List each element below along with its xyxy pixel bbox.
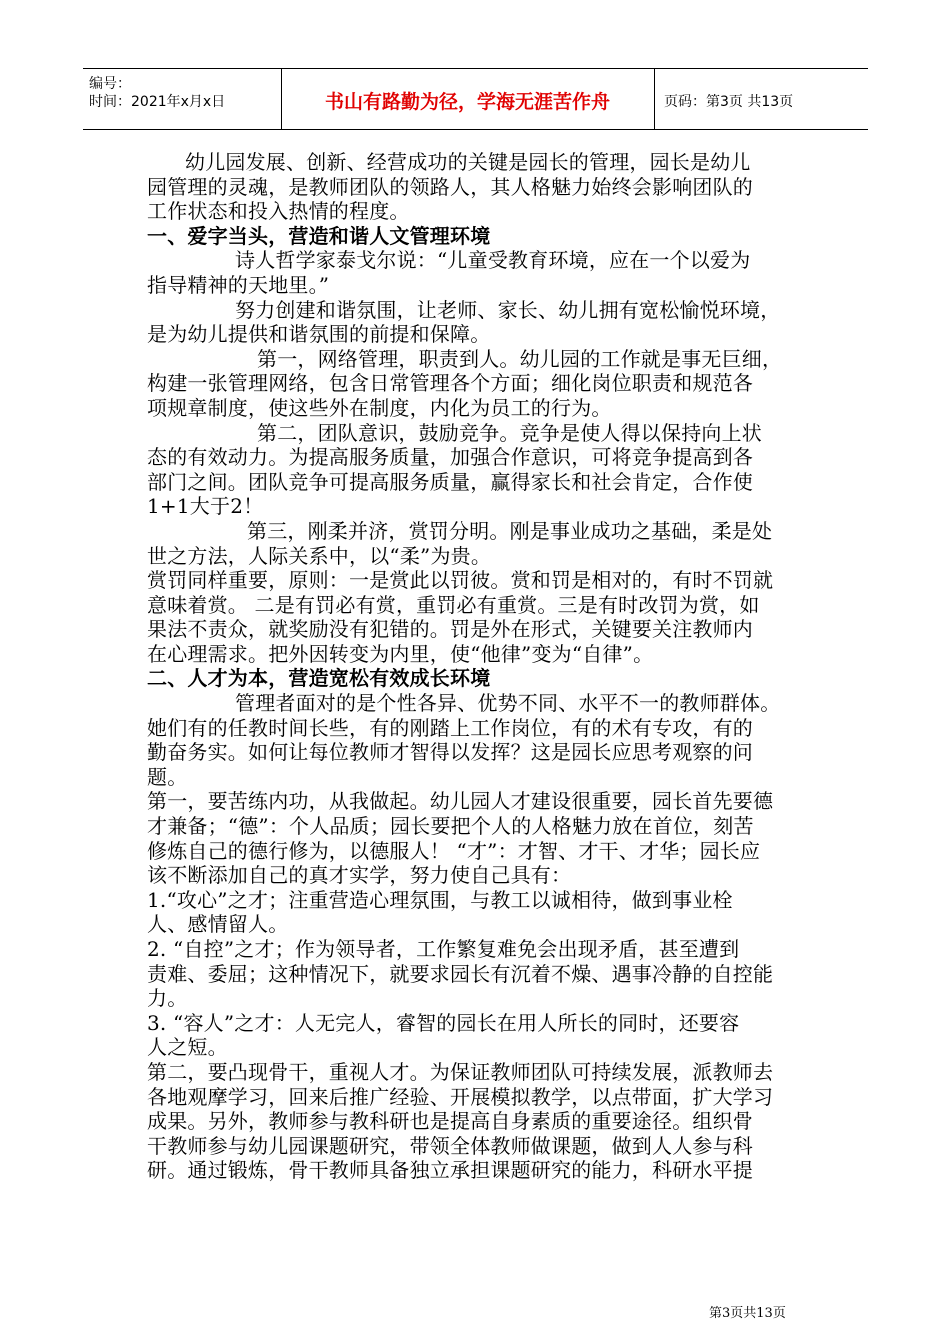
- text-line: 题。: [147, 764, 188, 789]
- text-line: 果法不责众，就奖励没有犯错的。罚是外在形式，关键要关注教师内: [147, 617, 753, 642]
- text-line: 第二，团队意识，鼓励竞争。竞争是使人得以保持向上状: [257, 420, 762, 445]
- text-line: 力。: [147, 986, 188, 1011]
- text-line: 该不断添加自己的真才实学，努力使自己具有：: [147, 863, 572, 888]
- text-line: 在心理需求。把外因转变为内里，使“他律”变为“自律”。: [147, 641, 654, 666]
- text-line: 3. “容人”之才：人无完人，睿智的园长在用人所长的同时，还要容: [147, 1010, 740, 1035]
- text-line: 构建一张管理网络，包含日常管理各个方面；细化岗位职责和规范各: [147, 371, 753, 396]
- text-line: 意味着赏。 二是有罚必有赏，重罚必有重赏。三是有时改罚为赏，如: [147, 592, 760, 617]
- text-line: 指导精神的天地里。”: [147, 272, 330, 297]
- text-line: 项规章制度，使这些外在制度，内化为员工的行为。: [147, 395, 612, 420]
- section-heading: 二、人才为本，营造宽松有效成长环境: [147, 666, 491, 691]
- header-motto: 书山有路勤为径，学海无涯苦作舟: [324, 91, 610, 113]
- text-line: 1.“攻心”之才；注重营造心理氛围，与教工以诚相待，做到事业栓: [147, 887, 733, 912]
- text-line: 第一，要苦练内功，从我做起。幼儿园人才建设很重要，园长首先要德: [147, 789, 774, 814]
- header-page-cell: [654, 69, 868, 129]
- section-heading: 一、爱字当头，营造和谐人文管理环境: [147, 223, 491, 248]
- text-line: 研。通过锻炼，骨干教师具备独立承担课题研究的能力，科研水平提: [147, 1158, 753, 1183]
- header-meta-cell: [83, 69, 282, 129]
- text-line: 态的有效动力。为提高服务质量，加强合作意识，可将竞争提高到各: [147, 445, 753, 470]
- text-line: 第三，刚柔并济，赏罚分明。刚是事业成功之基础，柔是处: [247, 518, 773, 543]
- text-line: 幼儿园发展、创新、经营成功的关键是园长的管理，园长是幼儿: [185, 150, 751, 174]
- text-line: 她们有的任教时间长些，有的刚踏上工作岗位，有的术有专攻，有的: [147, 715, 753, 740]
- header-page-info: 页码：第3页 共13页: [664, 94, 794, 110]
- text-line: 工作状态和投入热情的程度。: [147, 199, 410, 224]
- text-line: 第一，网络管理，职责到人。幼儿园的工作就是事无巨细，: [257, 346, 783, 371]
- text-line: 各地观摩学习，回来后推广经验、开展模拟教学，以点带面，扩大学习: [147, 1084, 774, 1109]
- text-line: 干教师参与幼儿园课题研究，带领全体教师做课题，做到人人参与科: [147, 1133, 753, 1158]
- text-line: 诗人哲学家泰戈尔说：“儿童受教育环境，应在一个以爱为: [235, 248, 751, 273]
- page-footer: 第3页共13页: [709, 1306, 786, 1321]
- text-line: 努力创建和谐氛围，让老师、家长、幼儿拥有宽松愉悦环境，: [235, 297, 781, 322]
- document-body: [147, 150, 815, 1183]
- document-time: 时间：2021年x月x日: [89, 94, 226, 110]
- text-line: 勤奋务实。如何让每位教师才智得以发挥？这是园长应思考观察的问: [147, 740, 753, 765]
- text-line: 1+1大于2！: [147, 494, 264, 519]
- text-line: 修炼自己的德行修为，以德服人！ “才”：才智、才干、才华；园长应: [147, 838, 761, 863]
- text-line: 部门之间。团队竞争可提高服务质量，赢得家长和社会肯定，合作使: [147, 469, 753, 494]
- text-line: 第二，要凸现骨干，重视人才。为保证教师团队可持续发展，派教师去: [147, 1059, 774, 1084]
- header-motto-cell: [281, 69, 655, 129]
- text-line: 园管理的灵魂，是教师团队的领路人，其人格魅力始终会影响团队的: [147, 174, 753, 199]
- text-line: 才兼备；“德”：个人品质；园长要把个人的人格魅力放在首位，刻苦: [147, 814, 754, 839]
- text-line: 世之方法，人际关系中，以“柔”为贵。: [147, 543, 492, 568]
- page-header: [83, 68, 868, 130]
- text-line: 责难、委屈；这种情况下，就要求园长有沉着不燥、遇事冷静的自控能: [147, 961, 774, 986]
- text-line: 成果。另外，教师参与教科研也是提高自身素质的重要途径。组织骨: [147, 1109, 753, 1134]
- text-line: 人之短。: [147, 1035, 228, 1060]
- text-line: 是为幼儿提供和谐氛围的前提和保障。: [147, 322, 491, 347]
- text-line: 管理者面对的是个性各异、优势不同、水平不一的教师群体。: [235, 691, 781, 716]
- document-number-label: 编号：: [89, 76, 131, 92]
- text-line: 2. “自控”之才；作为领导者，工作繁复难免会出现矛盾，甚至遭到: [147, 937, 740, 961]
- text-line: 人、感情留人。: [147, 912, 289, 937]
- text-line: 赏罚同样重要，原则：一是赏此以罚彼。赏和罚是相对的，有时不罚就: [147, 568, 774, 593]
